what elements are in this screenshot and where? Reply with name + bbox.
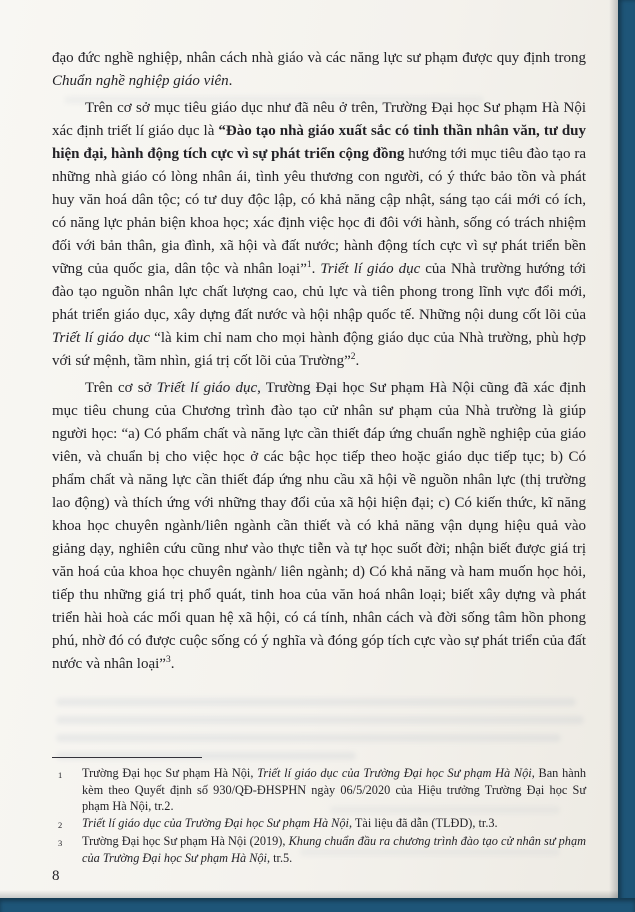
paragraph-text: Trên cơ sở mục tiêu giáo dục như đã nêu ở trên, Trường Đại học Sư phạm Hà Nội xác định triết lí giáo dục là — [52, 100, 586, 139]
page-edge-shadow-bottom — [0, 890, 635, 898]
footnote-2 — [52, 815, 586, 834]
paragraph-2 — [52, 97, 586, 373]
paragraph-1 — [52, 47, 586, 93]
book-cover-edge-bottom — [0, 898, 635, 912]
bleedthrough-ghost-line — [56, 716, 584, 724]
paragraph-text: Trên cơ sở — [85, 380, 157, 396]
footnote-text — [82, 765, 586, 815]
footnote-1 — [52, 765, 586, 815]
page-edge-shadow-right — [609, 0, 618, 912]
footnote-marker: 2 — [58, 819, 63, 830]
paragraph-text: . — [355, 353, 360, 369]
footnote-3 — [52, 833, 586, 866]
footnote-title-italic: Khung chuẩn đầu ra chương trình đào tạo cử nhân sư phạm của Trường Đại học Sư phạm Hà Nội — [82, 834, 586, 865]
footnote-marker: 1 — [58, 770, 63, 780]
footnote-ref-1: 1 — [306, 260, 312, 270]
italic-term: Triết lí giáo dục — [52, 330, 150, 346]
bold-quote: “Đào tạo nhà giáo xuất sắc có tinh thần nhân văn, tư duy hiện đại, hành động tích cực vì sự phát triển cộng đồng — [52, 123, 587, 162]
footnote-ref-3: 3 — [165, 655, 171, 665]
page-body — [52, 47, 586, 680]
footnote-title-italic: Triết lí giáo dục của Trường Đại học Sư phạm Hà Nội — [257, 766, 532, 780]
paragraph-text: . — [228, 73, 233, 89]
paragraph-text: . — [311, 261, 321, 277]
footnote-run: , tr.5. — [266, 850, 293, 865]
italic-term: Triết lí giáo dục — [320, 261, 421, 277]
footnote-ref-2: 2 — [350, 352, 356, 362]
paragraph-3 — [52, 377, 586, 676]
paragraph-text: , Trường Đại học Sư phạm Hà Nội cũng đã xác định mục tiêu chung của Chương trình đào tạo cử nhân sư phạm của Nhà trường là giúp người học: “a) Có phẩm chất và năng lực cần thiết đáp ứng chuẩn nghề nghiệp của giáo viên, và chuẩn bị cho việc học ở các bậc học tiếp theo hoặc giáo dục tiếp tục; b) Có phẩm chất và năng lực cần thiết đáp ứng nhu cầu xã hội về nguồn nhân lực (thị trường lao động) và thích ứng với những thay đổi của xã hội hiện đại; c) Có kiến thức, kĩ năng khoa học chuyên ngành/liên ngành cần thiết và có khả năng vận dụng hiệu quả vào giảng dạy, nghiên cứu cũng như vào thực tiễn và tự học suốt đời; nhận biết được giá trị văn hoá của khoa học chuyên ngành/ liên ngành; d) Có khả năng và ham muốn học hỏi, tiếp thu những giá trị phổ quát, tinh hoa của văn hoá nhân loại; biết xây dựng và phát triển hài hoà các mối quan hệ xã hội, có cá tính, nhân cách và đời sống tâm hồn phong phú, nhờ đó có được cuộc sống có ý nghĩa và đóng góp tích cực vào sự phát triển của đất nước và nhân loại” — [52, 380, 586, 672]
footnote-text — [82, 833, 586, 866]
bleedthrough-ghost-line — [56, 734, 561, 742]
paragraph-text: của Nhà trường hướng tới đào tạo nguồn nhân lực chất lượng cao, chủ lực và tiên phong trong lĩnh vực đổi mới, phát triển giáo dục, xây dựng đất nước và hội nhập quốc tế. Những nội dung cốt lõi của — [52, 261, 587, 323]
footnote-run: Trường Đại học Sư phạm Hà Nội, — [82, 766, 258, 780]
paragraph-text: “là kim chỉ nam cho mọi hành động giáo dục của Nhà trường, phù hợp với sứ mệnh, tầm nhìn, giá trị cốt lõi của Trường” — [52, 330, 586, 369]
bleedthrough-ghost-line — [56, 698, 576, 706]
italic-term: Triết lí giáo dục — [156, 380, 258, 396]
footnote-marker: 3 — [58, 838, 63, 849]
book-cover-edge-right — [618, 0, 635, 912]
page-number: 8 — [52, 868, 60, 884]
paragraph-text: . — [170, 656, 175, 672]
footnote-run: , Ban hành kèm theo Quyết định số 930/QĐ-ĐHSPHN ngày 06/5/2020 của Hiệu trưởng Trường Đại học Sư phạm Hà Nội, tr.2. — [82, 766, 586, 814]
paragraph-text: hướng tới mục tiêu đào tạo ra những nhà giáo có lòng nhân ái, tình yêu thương con người, có ý thức bảo tồn và phát huy văn hoá dân tộc; có tư duy độc lập, có khả năng cập nhật, sáng tạo cái mới có ích, có năng lực phản biện khoa học; xác định việc học đi đôi với hành, sống có trách nhiệm đối với bản thân, gia đình, xã hội và đất nước; hành động tích cực vì sự phát triển bền vững của quốc gia, dân tộc và nhân loại” — [52, 146, 586, 277]
footnote-run: Trường Đại học Sư phạm Hà Nội (2019), — [82, 834, 289, 849]
footnote-run: , Tài liệu đã dẫn (TLĐD), tr.3. — [348, 815, 498, 830]
footnote-title-italic: Triết lí giáo dục của Trường Đại học Sư phạm Hà Nội — [82, 815, 349, 830]
italic-term: Chuẩn nghề nghiệp giáo viên — [52, 73, 229, 89]
footnote-text — [82, 815, 586, 832]
paragraph-text: đạo đức nghề nghiệp, nhân cách nhà giáo và các năng lực sư phạm được quy định trong — [52, 50, 586, 66]
footnote-separator — [52, 757, 202, 758]
footnote-section — [52, 757, 586, 867]
